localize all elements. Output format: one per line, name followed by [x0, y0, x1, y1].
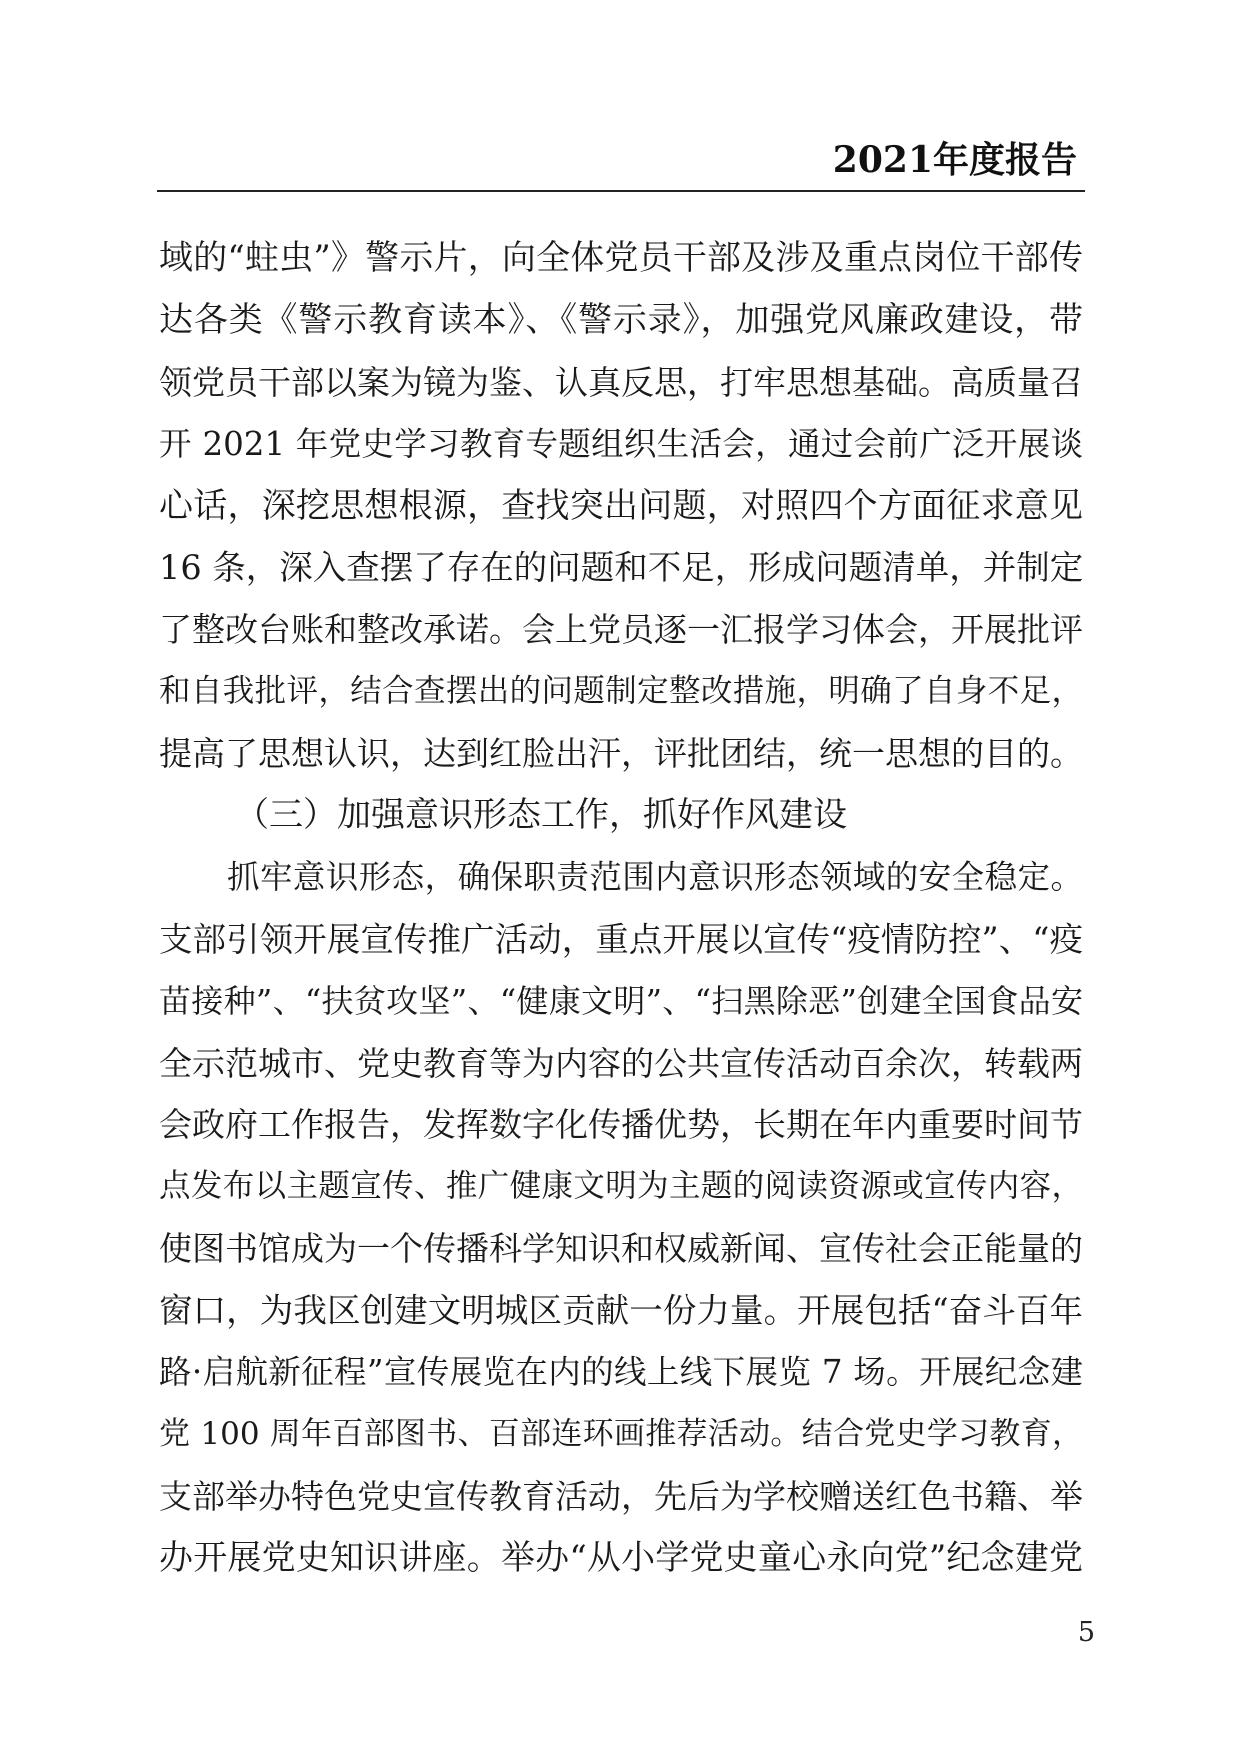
paragraph-line: 办开展党史知识讲座。举办“从小学党史童心永向党”纪念建党 — [159, 1537, 1083, 1578]
page-number: 5 — [1077, 1617, 1095, 1648]
paragraph-line: 全示范城市、党史教育等为内容的公共宣传活动百余次，转载两 — [159, 1043, 1083, 1083]
section-heading: （三）加强意识形态工作，抓好作风建设 — [235, 795, 847, 836]
paragraph-line: 开 2021 年党史学习教育专题组织生活会，通过会前广泛开展谈 — [159, 424, 1083, 463]
paragraph-line: 窗口，为我区创建文明城区贡献一份力量。开展包括“奋斗百年 — [159, 1291, 1083, 1331]
report-title: 2021年度报告 — [832, 139, 1077, 181]
running-header — [157, 132, 1085, 192]
paragraph-line: 点发布以主题宣传、推广健康文明为主题的阅读资源或宣传内容， — [159, 1168, 1083, 1205]
body-text — [159, 228, 1083, 1590]
paragraph-line: 提高了思想认识，达到红脸出汗，评批团结，统一思想的目的。 — [159, 734, 1083, 774]
paragraph-line: 支部引领开展宣传推广活动，重点开展以宣传“疫情防控”、“疫 — [159, 919, 1083, 959]
paragraph-line: 达各类《警示教育读本》、《警示录》，加强党风廉政建设，带 — [159, 299, 1083, 340]
paragraph-line: 使图书馆成为一个传播科学知识和权威新闻、宣传社会正能量的 — [159, 1229, 1083, 1269]
paragraph-line: 党 100 周年百部图书、百部连环画推荐活动。结合党史学习教育， — [159, 1415, 1083, 1452]
paragraph-line: 心话，深挖思想根源，查找突出问题，对照四个方面征求意见 — [159, 485, 1083, 526]
paragraph-line: 会政府工作报告，发挥数字化传播优势，长期在年内重要时间节 — [159, 1105, 1083, 1145]
paragraph-line: 和自我批评，结合查摆出的问题制定整改措施，明确了自身不足， — [159, 673, 1083, 710]
paragraph-line: 领党员干部以案为镜为鉴、认真反思，打牢思想基础。高质量召 — [159, 362, 1083, 402]
paragraph-line: 支部举办特色党史宣传教育活动，先后为学校赠送红色书籍、举 — [159, 1476, 1083, 1516]
paragraph-line: 域的“蛀虫”》警示片，向全体党员干部及涉及重点岗位干部传 — [159, 238, 1083, 278]
paragraph-line: 苗接种”、“扶贫攻坚”、“健康文明”、“扫黑除恶”创建全国食品安 — [159, 981, 1083, 1020]
paragraph-line: 路·启航新征程”宣传展览在内的线上线下展览 7 场。开展纪念建 — [159, 1353, 1083, 1392]
paragraph-line: 抓牢意识形态，确保职责范围内意识形态领域的安全稳定。 — [227, 857, 1083, 896]
paragraph-line: 16 条，深入查摆了存在的问题和不足，形成问题清单，并制定 — [159, 548, 1083, 588]
paragraph-line: 了整改台账和整改承诺。会上党员逐一汇报学习体会，开展批评 — [159, 610, 1083, 650]
